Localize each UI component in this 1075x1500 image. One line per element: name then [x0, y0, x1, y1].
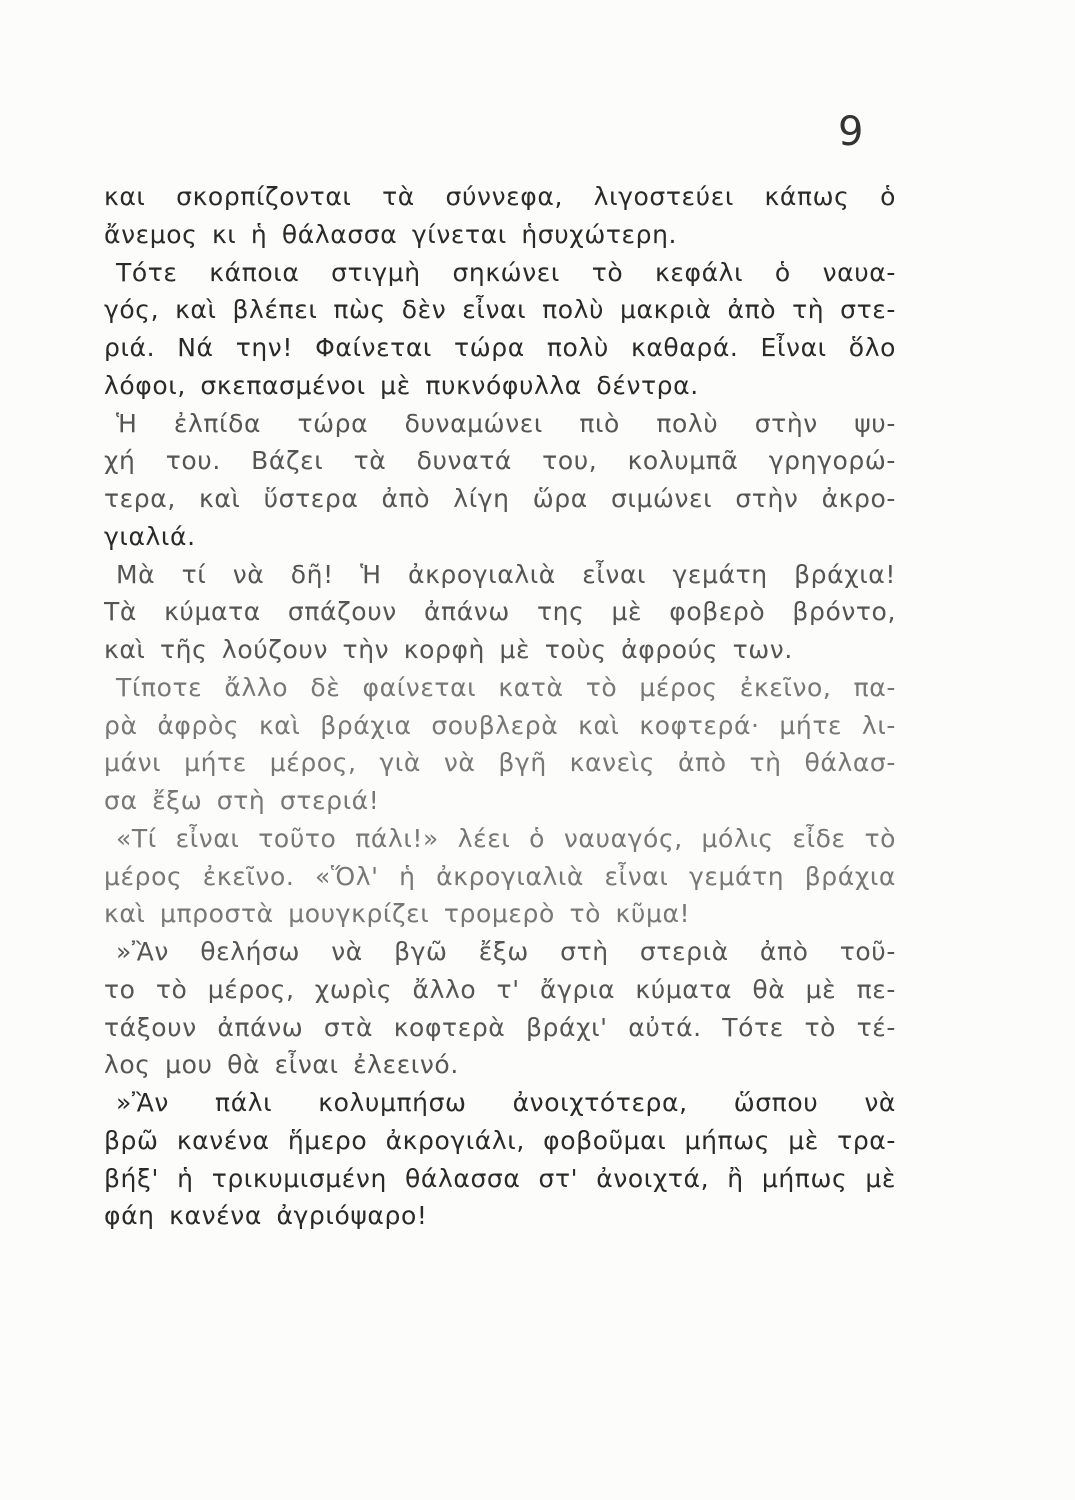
text-line: χή του. Βάζει τὰ δυνατά του, κολυμπᾶ γρηγορώ-	[104, 446, 896, 476]
text-line: τερα, καὶ ὕστερα ἀπὸ λίγη ὥρα σιμώνει στὴν ἀκρο-	[104, 484, 896, 513]
text-line: βήξ' ἡ τρικυμισμένη θάλασσα στ' ἀνοιχτά, ἢ μήπως μὲ	[104, 1163, 896, 1193]
text-line: Τὰ κύματα σπάζουν ἀπάνω της μὲ φοβερὸ βρόντο,	[104, 597, 896, 627]
text-line: »Ἂν πάλι κολυμπήσω ἀνοιχτότερα, ὥσπου νὰ	[116, 1088, 896, 1117]
text-line: καὶ μπροστὰ μουγκρίζει τρομερὸ τὸ κῦμα!	[104, 899, 691, 929]
text-line: ρὰ ἀφρὸς καὶ βράχια σουβλερὰ καὶ κοφτερά· μήτε λι-	[104, 710, 896, 740]
text-line: γιαλιά.	[104, 521, 196, 551]
text-line: Τίποτε ἄλλο δὲ φαίνεται κατὰ τὸ μέρος ἐκεῖνο, πα-	[116, 672, 896, 702]
text-line: καὶ τῆς λούζουν τὴν κορφὴ μὲ τοὺς ἀφρούς των.	[104, 635, 793, 664]
text-line: ριά. Νά την! Φαίνεται τώρα πολὺ καθαρά. Εἶναι ὅλο	[104, 333, 896, 362]
text-line: Ἡ ἐλπίδα τώρα δυναμώνει πιὸ πολὺ στὴν ψυ-	[116, 408, 896, 438]
text-line: »Ἂν θελήσω νὰ βγῶ ἔξω στὴ στεριὰ ἀπὸ τοῦ-	[116, 937, 896, 966]
text-line: φάη κανένα ἀγριόψαρο!	[104, 1201, 428, 1231]
text-line: το τὸ μέρος, χωρὶς ἄλλο τ' ἄγρια κύματα θὰ μὲ πε-	[104, 974, 896, 1004]
text-line: σα ἔξω στὴ στεριά!	[104, 786, 380, 815]
text-line: Μὰ τί νὰ δῆ! Ἡ ἀκρογιαλιὰ εἶναι γεμάτη βράχια!	[116, 559, 896, 589]
text-line: τάξουν ἀπάνω στὰ κοφτερὰ βράχι' αὐτά. Τότε τὸ τέ-	[104, 1012, 896, 1042]
body-text	[104, 178, 896, 1235]
text-line: «Τί εἶναι τοῦτο πάλι!» λέει ὁ ναυαγός, μόλις εἶδε τὸ	[116, 823, 896, 853]
text-line: μέρος ἐκεῖνο. «Ὅλ' ἡ ἀκρογιαλιὰ εἶναι γεμάτη βράχια	[104, 861, 896, 891]
text-line: Τότε κάποια στιγμὴ σηκώνει τὸ κεφάλι ὁ ναυα-	[116, 257, 896, 287]
text-line: και σκορπίζονται τὰ σύννεφα, λιγοστεύει κάπως ὁ	[104, 182, 896, 211]
text-line: γός, καὶ βλέπει πὼς δὲν εἶναι πολὺ μακριὰ ἀπὸ τὴ στε-	[104, 295, 896, 325]
text-line: μάνι μήτε μέρος, γιὰ νὰ βγῆ κανεὶς ἀπὸ τὴ θάλασ-	[104, 748, 896, 778]
text-line: βρῶ κανένα ἥμερο ἀκρογιάλι, φοβοῦμαι μήπως μὲ τρα-	[104, 1125, 896, 1155]
text-line: λόφοι, σκεπασμένοι μὲ πυκνόφυλλα δέντρα.	[104, 370, 699, 400]
text-line: λος μου θὰ εἶναι ἐλεεινό.	[104, 1050, 459, 1080]
page-number: 9	[838, 109, 865, 155]
text-line: ἄνεμος κι ἡ θάλασσα γίνεται ἡσυχώτερη.	[104, 219, 678, 249]
